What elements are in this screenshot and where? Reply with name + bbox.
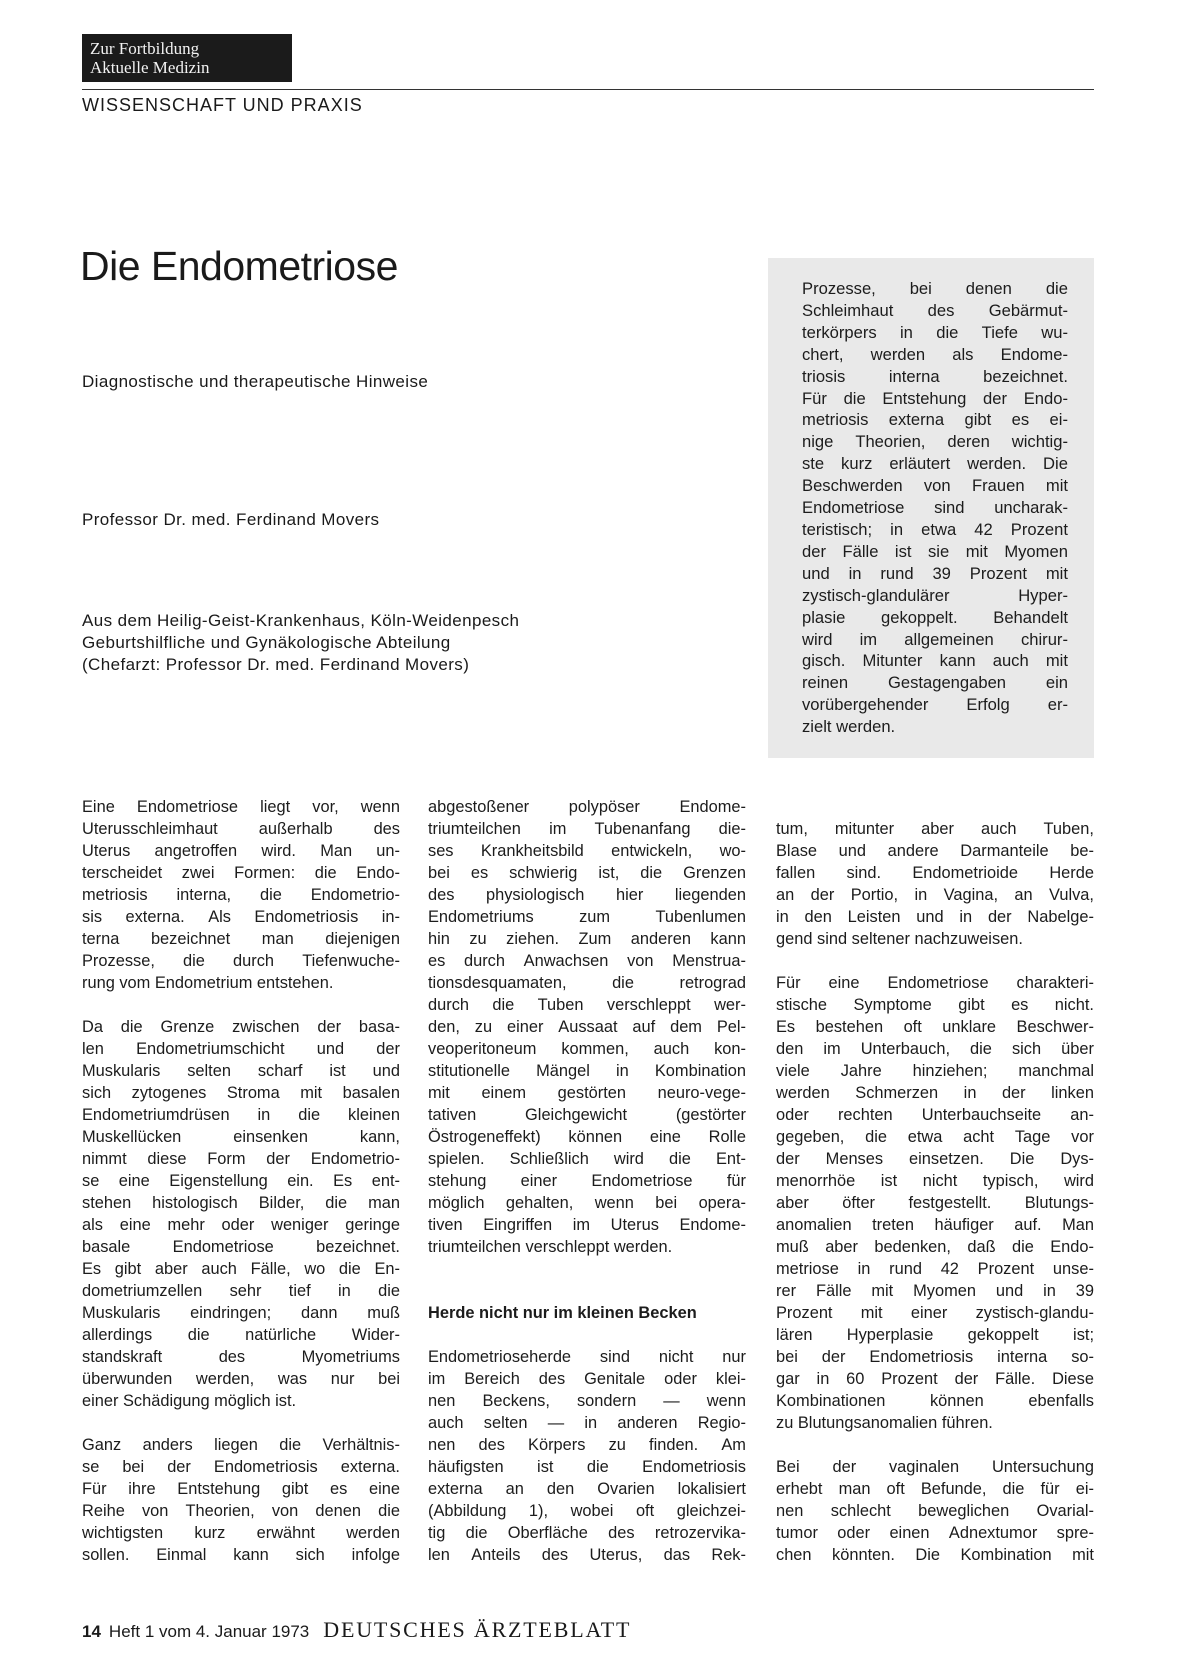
- body-text-line: Reihe von Theorien, von denen die: [82, 1502, 400, 1520]
- paragraph-gap: [428, 1280, 746, 1302]
- author-affiliation: [82, 610, 519, 676]
- body-text-line: gend sind seltener nachzuweisen.: [776, 930, 1023, 948]
- body-text-line: nimmt diese Form der Endometrio-: [82, 1150, 400, 1168]
- body-text-line: nen des Körpers zu finden. Am: [428, 1436, 746, 1454]
- body-text-line: tionsdesquamaten, die retrograd: [428, 974, 746, 992]
- article-title: Die Endometriose: [80, 243, 398, 289]
- body-text-line: zu Blutungsanomalien führen.: [776, 1414, 993, 1432]
- body-text-line: tum, mitunter aber auch Tuben,: [776, 820, 1094, 838]
- body-text-line: menorrhöe ist nicht typisch, wird: [776, 1172, 1094, 1190]
- paragraph-gap: [776, 1434, 1094, 1456]
- body-text-line: tumor oder einen Adnextumor spre-: [776, 1524, 1094, 1542]
- body-text-line: gegeben, die etwa acht Tage vor: [776, 1128, 1094, 1146]
- body-column-1: [82, 796, 400, 1566]
- rubric-badge: [82, 34, 292, 82]
- body-text-line: Für ihre Entstehung gibt es eine: [82, 1480, 400, 1498]
- body-text-line: fallen sind. Endometrioide Herde: [776, 864, 1094, 882]
- page-number: 14: [82, 1622, 101, 1641]
- body-text-line: Muskularis eindringen; dann muß: [82, 1304, 400, 1322]
- abstract-line: chert, werden als Endome-: [802, 344, 1068, 364]
- body-text-line: metriosis interna, die Endometrio-: [82, 886, 400, 904]
- body-text-line: (Abbildung 1), wobei oft gleichzei-: [428, 1502, 746, 1520]
- body-text-line: Endometrioseherde sind nicht nur: [428, 1348, 746, 1366]
- body-text-line: Östrogeneffekt) können eine Rolle: [428, 1128, 746, 1146]
- abstract-line: vorübergehender Erfolg er-: [802, 695, 1068, 715]
- body-text-line: einer Schädigung möglich ist.: [82, 1392, 297, 1410]
- body-text-line: Blase und andere Darmanteile be-: [776, 842, 1094, 860]
- body-text-line: Eine Endometriose liegt vor, wenn: [82, 798, 400, 816]
- body-text-line: lären Hyperplasie gekoppelt ist;: [776, 1326, 1094, 1344]
- body-text-line: len Anteils des Uterus, das Rek-: [428, 1546, 746, 1564]
- body-text-line: externa an den Ovarien lokalisiert: [428, 1480, 746, 1498]
- affiliation-line: Geburtshilfliche und Gynäkologische Abteilung: [82, 633, 451, 652]
- body-text-line: se eine Eigenstellung ein. Es ent-: [82, 1172, 400, 1190]
- body-text-line: werden Schmerzen in der linken: [776, 1084, 1094, 1102]
- body-text-line: triumteilchen im Tubenanfang die-: [428, 820, 746, 838]
- body-text-line: allerdings die natürliche Wider-: [82, 1326, 400, 1344]
- journal-masthead: DEUTSCHES ÄRZTEBLATT: [323, 1617, 632, 1642]
- abstract-line: reinen Gestagengaben ein: [802, 673, 1068, 693]
- body-text-line: erhebt man oft Befunde, die für ei-: [776, 1480, 1094, 1498]
- paragraph-gap: [82, 1412, 400, 1434]
- body-text-line: im Bereich des Genitale oder klei-: [428, 1370, 746, 1388]
- rubric-line-2: Aktuelle Medizin: [90, 58, 210, 77]
- body-text-line: Endometriums zum Tubenlumen: [428, 908, 746, 926]
- body-text-line: abgestoßener polypöser Endome-: [428, 798, 746, 816]
- abstract-line: und in rund 39 Prozent mit: [802, 563, 1068, 583]
- body-text-line: Uterus angetroffen wird. Man un-: [82, 842, 400, 860]
- body-text-line: tig die Oberfläche des retrozervika-: [428, 1524, 746, 1542]
- section-label: WISSENSCHAFT UND PRAXIS: [82, 95, 363, 115]
- body-text-line: Es gibt aber auch Fälle, wo die En-: [82, 1260, 400, 1278]
- body-text-line: len Endometriumschicht und der: [82, 1040, 400, 1058]
- abstract-line: wird im allgemeinen chirur-: [802, 629, 1068, 649]
- body-text-line: Kombinationen können ebenfalls: [776, 1392, 1094, 1410]
- affiliation-line: (Chefarzt: Professor Dr. med. Ferdinand Movers): [82, 655, 470, 674]
- body-text-line: Bei der vaginalen Untersuchung: [776, 1458, 1094, 1476]
- body-text-line: den, zu einer Aussaat auf dem Pel-: [428, 1018, 746, 1036]
- body-text-line: des physiologisch hier liegenden: [428, 886, 746, 904]
- body-text-line: durch die Tuben verschleppt wer-: [428, 996, 746, 1014]
- rubric-line-1: Zur Fortbildung: [90, 39, 200, 58]
- body-text-line: wichtigsten kurz erwähnt werden: [82, 1524, 400, 1542]
- abstract-line: zielt werden.: [802, 717, 896, 737]
- paragraph-gap: [428, 1324, 746, 1346]
- affiliation-line: Aus dem Heilig-Geist-Krankenhaus, Köln-Weidenpesch: [82, 611, 520, 630]
- body-text-line: dometriumzellen sehr tief in die: [82, 1282, 400, 1300]
- body-text-line: Ganz anders liegen die Verhältnis-: [82, 1436, 400, 1454]
- body-text-line: oder rechten Unterbauchseite an-: [776, 1106, 1094, 1124]
- body-text-line: chen könnten. Die Kombination mit: [776, 1546, 1094, 1564]
- body-text-line: sis externa. Als Endometriosis in-: [82, 908, 400, 926]
- paragraph-gap: [428, 1258, 746, 1280]
- body-text-line: spielen. Schließlich wird die Ent-: [428, 1150, 746, 1168]
- issue-info: Heft 1 vom 4. Januar 1973: [108, 1622, 310, 1641]
- paragraph-gap: [82, 994, 400, 1016]
- body-text-line: hin zu ziehen. Zum anderen kann: [428, 930, 746, 948]
- abstract-line: Schleimhaut des Gebärmut-: [802, 300, 1068, 320]
- header-rule: [82, 89, 1094, 90]
- body-text-line: terna bezeichnet man diejenigen: [82, 930, 400, 948]
- body-text-line: aber öfter festgestellt. Blutungs-: [776, 1194, 1094, 1212]
- body-text-line: ses Krankheitsbild entwickeln, wo-: [428, 842, 746, 860]
- body-text-line: möglich gehalten, wenn bei opera-: [428, 1194, 746, 1212]
- body-text-line: als eine mehr oder weniger geringe: [82, 1216, 400, 1234]
- body-text-line: tativen Gleichgewicht (gestörter: [428, 1106, 746, 1124]
- body-text-line: veoperitoneum kommen, auch kon-: [428, 1040, 746, 1058]
- body-text-line: standskraft des Myometriums: [82, 1348, 400, 1366]
- abstract-line: terkörpers in die Tiefe wu-: [802, 322, 1068, 342]
- body-text-line: Muskellücken einsenken kann,: [82, 1128, 400, 1146]
- body-text-line: an der Portio, in Vagina, an Vulva,: [776, 886, 1094, 904]
- abstract-line: metriosis externa gibt es ei-: [802, 410, 1068, 430]
- body-text-line: nen Beckens, sondern — wenn: [428, 1392, 746, 1410]
- body-text-line: mit einem gestörten neuro-vege-: [428, 1084, 746, 1102]
- body-text-line: auch selten — in anderen Regio-: [428, 1414, 746, 1432]
- body-text-line: stehen histologisch Bilder, die man: [82, 1194, 400, 1212]
- abstract-line: Für die Entstehung der Endo-: [802, 388, 1068, 408]
- body-text-line: sollen. Einmal kann sich infolge: [82, 1546, 400, 1564]
- body-text-line: Endometriumdrüsen in die kleinen: [82, 1106, 400, 1124]
- body-text-line: in den Leisten und in der Nabelge-: [776, 908, 1094, 926]
- body-text-line: überwunden werden, was nur bei: [82, 1370, 400, 1388]
- body-text-line: rer Fälle mit Myomen und in 39: [776, 1282, 1094, 1300]
- abstract-line: nige Theorien, deren wichtig-: [802, 432, 1068, 452]
- abstract-box: [768, 258, 1094, 758]
- body-text-line: stitutionelle Mängel in Kombination: [428, 1062, 746, 1080]
- page-footer: [82, 1617, 631, 1643]
- body-text-line: der Menses einsetzen. Die Dys-: [776, 1150, 1094, 1168]
- body-text-line: den im Unterbauch, die sich über: [776, 1040, 1094, 1058]
- body-text-line: es durch Anwachsen von Menstrua-: [428, 952, 746, 970]
- body-text-line: Uterusschleimhaut außerhalb des: [82, 820, 400, 838]
- body-text-line: triumteilchen verschleppt werden.: [428, 1238, 673, 1256]
- abstract-line: Prozesse, bei denen die: [802, 279, 1068, 298]
- body-text-line: anomalien treten häufiger auf. Man: [776, 1216, 1094, 1234]
- abstract-line: der Fälle ist sie mit Myomen: [802, 541, 1068, 561]
- paragraph-gap: [776, 950, 1094, 972]
- body-text-line: rung vom Endometrium entstehen.: [82, 974, 334, 992]
- body-text-line: muß aber bedenken, daß die Endo-: [776, 1238, 1094, 1256]
- abstract-line: triosis interna bezeichnet.: [802, 366, 1068, 386]
- abstract-line: ste kurz erläutert werden. Die: [802, 454, 1068, 474]
- body-text-line: viele Jahre hinziehen; manchmal: [776, 1062, 1094, 1080]
- abstract-line: teristisch; in etwa 42 Prozent: [802, 519, 1068, 539]
- body-text-line: metriose in rund 42 Prozent unse-: [776, 1260, 1094, 1278]
- body-text-line: terscheidet zwei Formen: die Endo-: [82, 864, 400, 882]
- body-text-line: Für eine Endometriose charakteri-: [776, 974, 1094, 992]
- body-column-3: [776, 818, 1094, 1566]
- body-text-line: basale Endometriose bezeichnet.: [82, 1238, 400, 1256]
- body-text-line: se bei der Endometriosis externa.: [82, 1458, 400, 1476]
- body-text-line: bei der Endometriosis interna so-: [776, 1348, 1094, 1366]
- abstract-line: Beschwerden von Frauen mit: [802, 476, 1068, 496]
- body-text-line: Prozent mit einer zystisch-glandu-: [776, 1304, 1094, 1322]
- section-heading: Herde nicht nur im kleinen Becken: [428, 1304, 697, 1322]
- body-text-line: stehung einer Endometriose für: [428, 1172, 746, 1190]
- body-text-line: Es bestehen oft unklare Beschwer-: [776, 1018, 1094, 1036]
- abstract-line: zystisch-glandulärer Hyper-: [802, 585, 1068, 605]
- abstract-line: gisch. Mitunter kann auch mit: [802, 651, 1068, 671]
- body-text-line: gar in 60 Prozent der Fälle. Diese: [776, 1370, 1094, 1388]
- abstract-line: plasie gekoppelt. Behandelt: [802, 607, 1068, 627]
- abstract-line: Endometriose sind uncharak-: [802, 498, 1068, 518]
- body-text-line: Muskularis selten scharf ist und: [82, 1062, 400, 1080]
- body-text-line: stische Symptome gibt es nicht.: [776, 996, 1094, 1014]
- body-text-line: Prozesse, die durch Tiefenwuche-: [82, 952, 400, 970]
- body-text-line: sich zytogenes Stroma mit basalen: [82, 1084, 400, 1102]
- article-author: Professor Dr. med. Ferdinand Movers: [82, 510, 380, 529]
- body-text-line: Da die Grenze zwischen der basa-: [82, 1018, 400, 1036]
- body-text-line: nen schlecht beweglichen Ovarial-: [776, 1502, 1094, 1520]
- body-text-line: tiven Eingriffen im Uterus Endome-: [428, 1216, 746, 1234]
- body-column-2: [428, 796, 746, 1566]
- body-text-line: häufigsten ist die Endometriosis: [428, 1458, 746, 1476]
- article-subtitle: Diagnostische und therapeutische Hinweise: [82, 372, 429, 391]
- body-text-line: bei es schwierig ist, die Grenzen: [428, 864, 746, 882]
